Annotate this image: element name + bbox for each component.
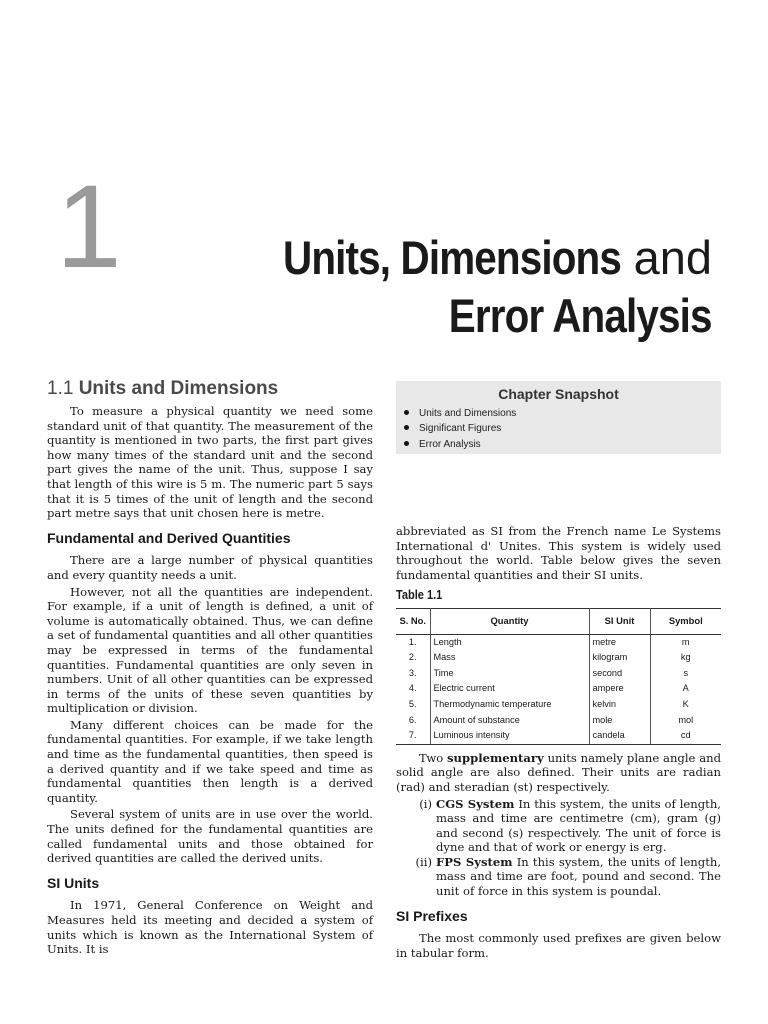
heading-fundamental-derived: Fundamental and Derived Quantities [47, 529, 291, 546]
table-cell: Amount of substance [430, 713, 589, 729]
table-row [396, 634, 721, 650]
snapshot-item-label: Units and Dimensions [419, 408, 517, 419]
table-header-cell: SI Unit [589, 608, 650, 634]
chapter-title [228, 230, 713, 345]
paragraph: The most commonly used prefixes are given below in tabular form. [396, 931, 721, 960]
text-run: units namely plane angle and solid angle are also defined. Their units are radian (rad) and steradian (st) respectively. [396, 750, 722, 794]
chapter-snapshot-box [396, 381, 721, 454]
table-header-cell: Quantity [430, 608, 589, 634]
table-cell: mol [678, 714, 694, 725]
snapshot-title: Chapter Snapshot [498, 386, 619, 402]
paragraph: There are a large number of physical quantities and every quantity needs a unit. [47, 553, 373, 582]
table-cell: candela [589, 728, 650, 744]
chapter-number: 1 [56, 161, 122, 293]
text-run: In this system, the units of length, mass and time are centimetre (cm), gram (g) and second (s) respectively. The unit of force is dyne and that of work or energy is erg. [436, 796, 721, 855]
table-cell: 6. [396, 713, 430, 729]
bullet-icon [404, 410, 409, 415]
list-item-body [436, 797, 721, 855]
snapshot-item-label: Significant Figures [419, 423, 502, 435]
list-item-label: (i) [419, 796, 432, 811]
heading-si-units: SI Units [47, 874, 100, 891]
table-cell: second [589, 666, 650, 682]
bold-term: FPS System [436, 854, 513, 869]
table-cell: m [681, 636, 690, 647]
bullet-icon [404, 425, 409, 430]
chapter-title-bold-2: Error Analysis [449, 289, 712, 343]
text-run: In this system, the units of length, mass and time are foot, pound and second. The unit of force in this system is poundal. [436, 854, 722, 899]
table-cell: mole [589, 713, 650, 729]
table-header-cell: Symbol [650, 608, 721, 634]
bold-term: supplementary [447, 750, 544, 765]
table-cell: Time [430, 666, 589, 682]
snapshot-item-label: Error Analysis [419, 438, 481, 450]
intro-paragraph: To measure a physical quantity we need some standard unit of that quantity. The measurement of the quantity is mentioned in two parts, the first part gives how many times of the standard unit and the second part gives the name of the unit. Thus, suppose I say that length of this wire is 5 m. The numeric part 5 says that it is 5 times of the unit of length and the second part metre says that unit chosen here is metre. [47, 404, 373, 521]
chapter-title-bold-1: Units, Dimensions [282, 231, 621, 284]
snapshot-item [404, 421, 721, 436]
table-cell: A [682, 683, 689, 694]
section-title [47, 378, 278, 400]
paragraph: Several system of units are in use over the world. The units defined for the fundamental quantities are called fundamental units and those obtained for derived quantities are called the derived units. [47, 807, 373, 866]
list-item-label: (ii) [415, 854, 432, 869]
snapshot-item [404, 437, 721, 452]
table-cell: 2. [396, 650, 430, 666]
table-cell: metre [589, 634, 650, 650]
table-cell: cd [650, 728, 721, 744]
text-run: Two [419, 750, 444, 765]
table-cell: 3. [396, 666, 430, 682]
table-cell: Luminous intensity [430, 728, 589, 744]
table-cell: Thermodynamic temperature [430, 697, 589, 713]
paragraph: However, not all the quantities are independent. For example, if a unit of length is defined, a unit of volume is automatically obtained. Thus, we can define a set of fundamental quantities and all other quantities may be expressed in terms of the fundamental quantities. Fundamental quantities are only seven in numbers. Unit of all other quantities can be expressed in terms of the units of these seven quantities by multiplication or division. [47, 584, 373, 716]
snapshot-list [396, 406, 721, 452]
heading-si-prefixes: SI Prefixes [396, 907, 468, 924]
table-cell: kilogram [589, 650, 650, 666]
table-cell: 7. [396, 728, 430, 744]
table-header-cell: S. No. [396, 608, 430, 634]
paragraph: Many different choices can be made for the fundamental quantities. For example, if we take length and time as the fundamental quantities, then speed is a derived quantity and if we take speed and time as fundamental quantities then length is a derived quantity. [47, 717, 373, 805]
table-row [396, 666, 721, 682]
right-column [396, 524, 721, 962]
table-cell: 5. [396, 697, 430, 713]
si-units-table [396, 608, 721, 745]
table-body [396, 634, 721, 744]
left-column [47, 404, 373, 959]
table-row [396, 650, 721, 666]
table-header-row [396, 608, 721, 634]
section-title-text: Units and Dimensions [78, 378, 279, 399]
chapter-title-light-1: and [633, 231, 712, 284]
table-cell: kg [680, 652, 691, 663]
list-item-body [436, 855, 721, 899]
table-row [396, 697, 721, 713]
table-cell: Length [430, 634, 589, 650]
table-row [396, 681, 721, 697]
paragraph: In 1971, General Conference on Weight and Measures held its meeting and decided a system of units which is known as the International System of Units. It is [47, 898, 373, 957]
table-cell: ampere [589, 681, 650, 697]
table-cell: 4. [396, 681, 430, 697]
table-row [396, 713, 721, 729]
list-item [396, 855, 721, 899]
paragraph: abbreviated as SI from the French name Le Systems International d' Unites. This system is widely used throughout the world. Table below gives the seven fundamental quantities and their SI units. [396, 524, 721, 582]
table-row [396, 728, 721, 744]
paragraph [396, 751, 721, 795]
table-cell: 1. [396, 634, 430, 650]
table-cell: Electric current [430, 681, 589, 697]
bullet-icon [404, 441, 409, 446]
snapshot-item [404, 406, 721, 421]
table-cell: Mass [430, 650, 589, 666]
table-cell: K [682, 698, 689, 709]
list-item [396, 797, 721, 855]
table-caption: Table 1.1 [396, 588, 443, 603]
table-cell: kelvin [589, 697, 650, 713]
bold-term: CGS System [436, 796, 515, 811]
section-number: 1.1 [47, 378, 74, 399]
table-cell: s [683, 667, 689, 678]
